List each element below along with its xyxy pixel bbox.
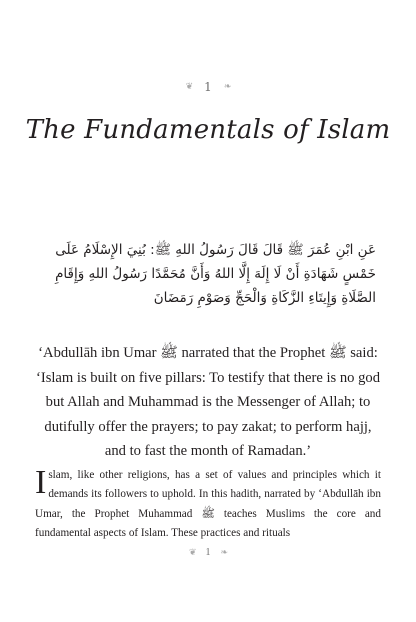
body-paragraph [35, 466, 381, 543]
ornament-left-icon: ❦ [185, 82, 193, 92]
hadith-translation: ‘Abdullāh ibn Umar ﷺ narrated that the Prophet ﷺ said: ‘Islam is built on five pillars: To testify that there is no god but Allah and Muhammad is the Messenger of Allah; to dutifully offer the prayers; to pay zakat; to perform hajj, and to fast the month of Ramadan.’ [35, 345, 381, 459]
footer-ornament-right-icon: ❧ [220, 547, 228, 558]
chapter-marker [0, 80, 416, 94]
chapter-title: The Fundamentals of Islam [25, 115, 391, 145]
chapter-number: 1 [204, 80, 212, 94]
footer-ornament-left-icon: ❦ [188, 547, 196, 558]
hadith-arabic-text: عَنِ ابْنِ عُمَرَ ﷺ قَالَ قَالَ رَسُولُ اللهِ ﷺ: بُنِيَ الإِسْلَامُ عَلَى خَمْسٍ شَهَادَةِ أَنْ لَا إِلَهَ إِلَّا اللهُ وَأَنَّ مُحَمَّدًا رَسُولُ اللهِ وَإِقَامِ الصَّلَاةِ وَإِيتَاءِ الزَّكَاةِ وَالْحَجِّ وَصَوْمِ رَمَضَانَ [55, 242, 376, 306]
body-paragraph-text: slam, like other religions, has a set of values and principles which it demands its followers to uphold. In this hadith, narrated by ‘Abdullāh ibn Umar, the Prophet Muhammad ﷺ teaches Muslims the core and fundamental aspects of Islam. These practices and rituals [35, 469, 381, 539]
ornament-right-icon: ❧ [223, 82, 231, 92]
drop-cap: I [35, 464, 47, 501]
page-footer [0, 547, 416, 558]
page-number: 1 [205, 547, 211, 558]
